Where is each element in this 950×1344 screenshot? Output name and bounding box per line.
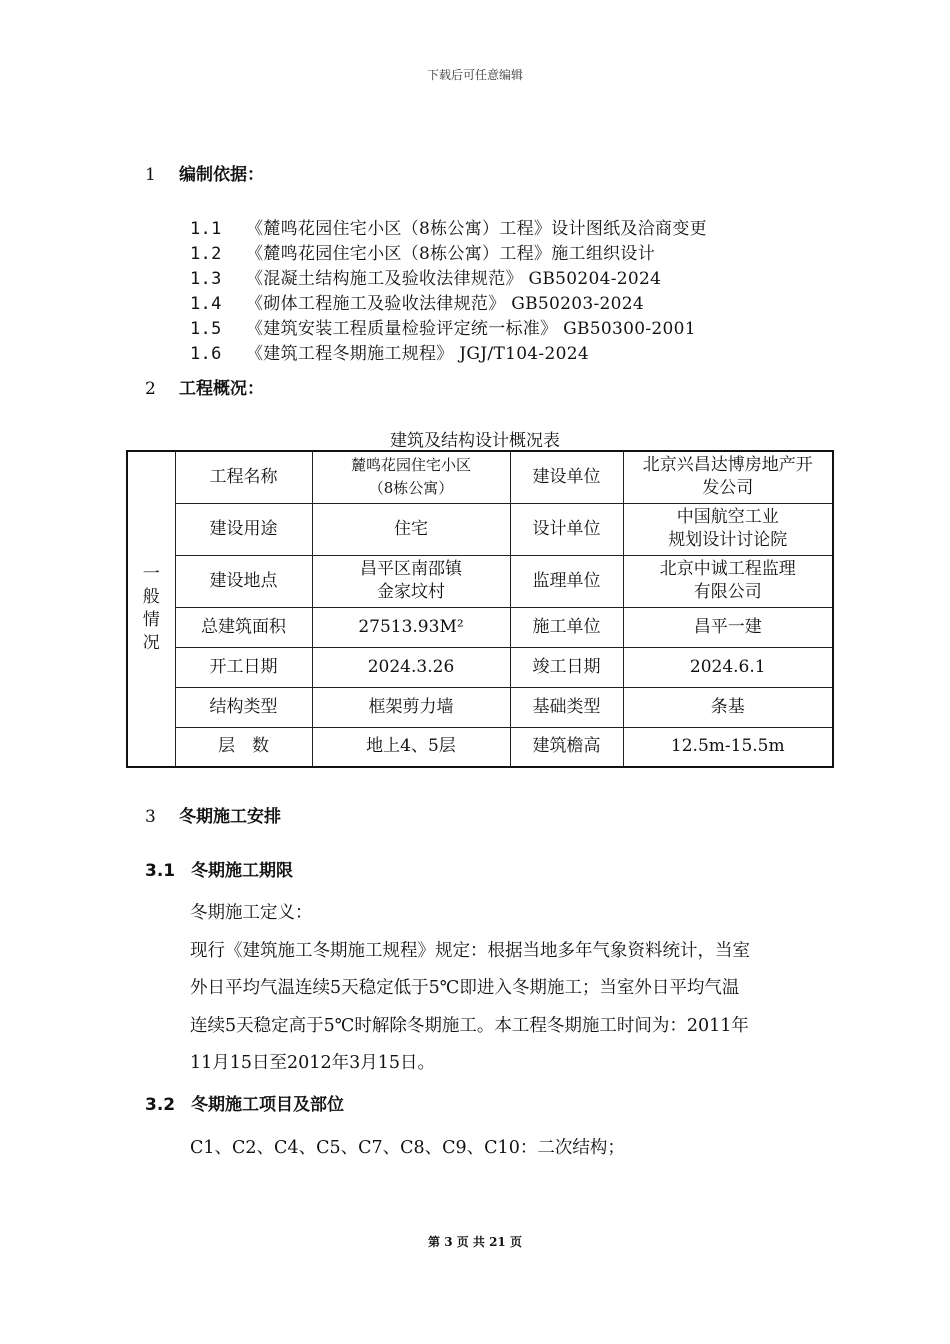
side-label-char: 般 bbox=[142, 587, 160, 607]
field-value bbox=[312, 451, 510, 503]
paragraph-line: 11月15日至2012年3月15日。 bbox=[190, 1053, 435, 1073]
field-label: 工程名称 bbox=[175, 451, 312, 503]
field-label: 层 数 bbox=[175, 727, 312, 767]
field-label: 总建筑面积 bbox=[175, 607, 312, 647]
field-value bbox=[623, 503, 833, 555]
field-value: 住宅 bbox=[312, 503, 510, 555]
section-title: 工程概况： bbox=[179, 379, 264, 399]
reference-text: 《砌体工程施工及验收法律规范》 GB50203-2024 bbox=[246, 294, 644, 314]
side-label-char: 况 bbox=[142, 633, 160, 653]
reference-text: 《建筑工程冬期施工规程》 JGJ/T104-2024 bbox=[246, 344, 589, 364]
field-value bbox=[623, 451, 833, 503]
reference-item bbox=[190, 214, 707, 239]
reference-item bbox=[190, 239, 707, 264]
value-line: 北京兴昌达博房地产开 bbox=[642, 455, 813, 476]
section-title: 编制依据： bbox=[179, 165, 264, 185]
reference-number: 1.3 bbox=[190, 269, 222, 289]
subsection-3-2-heading bbox=[145, 1090, 344, 1115]
section-title: 冬期施工安排 bbox=[179, 807, 281, 827]
value-line: 北京中诚工程监理 bbox=[659, 559, 796, 579]
subsection-title: 冬期施工期限 bbox=[191, 861, 293, 881]
subsection-3-1-heading bbox=[145, 856, 293, 881]
subsection-title: 冬期施工项目及部位 bbox=[191, 1095, 344, 1115]
value-line: 有限公司 bbox=[693, 582, 762, 602]
field-label: 建设单位 bbox=[510, 451, 623, 503]
section-number: 1 bbox=[145, 165, 156, 185]
paragraph-line: 现行《建筑施工冬期施工规程》规定：根据当地多年气象资料统计，当室 bbox=[190, 940, 750, 961]
field-value bbox=[623, 555, 833, 607]
reference-number: 1.4 bbox=[190, 294, 222, 314]
table-row bbox=[127, 451, 833, 503]
table-row bbox=[127, 647, 833, 687]
side-label bbox=[127, 451, 175, 767]
value-line: 规划设计讨论院 bbox=[668, 530, 788, 550]
value-line: 昌平区南邵镇 bbox=[360, 559, 462, 579]
reference-number: 1.1 bbox=[190, 219, 222, 239]
table-row bbox=[127, 687, 833, 727]
field-value bbox=[312, 555, 510, 607]
field-value: 12.5m-15.5m bbox=[623, 727, 833, 767]
reference-list bbox=[190, 214, 707, 364]
field-label: 监理单位 bbox=[510, 555, 623, 607]
section-3-heading bbox=[145, 802, 281, 827]
value-line: 中国航空工业 bbox=[676, 507, 779, 527]
value-line: （8栋公寓） bbox=[368, 479, 454, 498]
reference-text: 《混凝土结构施工及验收法律规范》 GB50204-2024 bbox=[246, 269, 662, 289]
reference-item bbox=[190, 289, 707, 314]
table-row bbox=[127, 727, 833, 767]
reference-text: 《建筑安装工程质量检验评定统一标准》 GB50300-2001 bbox=[246, 319, 696, 339]
field-label: 建设地点 bbox=[175, 555, 312, 607]
winter-definition bbox=[190, 895, 830, 1083]
field-label: 开工日期 bbox=[175, 647, 312, 687]
side-label-char: 一 bbox=[142, 564, 160, 584]
reference-number: 1.2 bbox=[190, 244, 222, 264]
winter-items-line: C1、C2、C4、C5、C7、C8、C9、C10：二次结构； bbox=[190, 1138, 625, 1158]
paragraph-line: 连续5天稳定高于5℃时解除冬期施工。本工程冬期施工时间为：2011年 bbox=[190, 1015, 749, 1036]
section-number: 2 bbox=[145, 379, 156, 399]
subsection-number: 3.1 bbox=[145, 861, 176, 881]
reference-item bbox=[190, 339, 707, 364]
page-footer: 第 3 页 共 21 页 bbox=[428, 1235, 522, 1249]
paragraph-line: 外日平均气温连续5天稳定低于5℃即进入冬期施工；当室外日平均气温 bbox=[190, 978, 740, 998]
table-caption: 建筑及结构设计概况表 bbox=[390, 431, 560, 451]
table-row bbox=[127, 555, 833, 607]
reference-text: 《麓鸣花园住宅小区（8栋公寓）工程》设计图纸及洽商变更 bbox=[246, 219, 707, 239]
table-row bbox=[127, 607, 833, 647]
definition-label: 冬期施工定义： bbox=[190, 903, 313, 923]
value-line: 麓鸣花园住宅小区 bbox=[350, 456, 471, 475]
reference-item bbox=[190, 314, 707, 339]
section-2-heading bbox=[145, 374, 264, 399]
field-label: 施工单位 bbox=[510, 607, 623, 647]
project-overview-table bbox=[126, 450, 834, 768]
field-label: 建设用途 bbox=[175, 503, 312, 555]
field-value: 27513.93M² bbox=[312, 607, 510, 647]
field-value: 地上4、5层 bbox=[312, 727, 510, 767]
side-label-char: 情 bbox=[142, 610, 160, 630]
value-line: 发公司 bbox=[702, 478, 754, 499]
reference-number: 1.6 bbox=[190, 344, 222, 364]
value-line: 金家坟村 bbox=[377, 582, 445, 602]
header-note: 下载后可任意编辑 bbox=[426, 68, 523, 82]
section-1-heading bbox=[145, 160, 264, 185]
field-value: 框架剪力墙 bbox=[312, 687, 510, 727]
field-label: 基础类型 bbox=[510, 687, 623, 727]
field-value: 昌平一建 bbox=[623, 607, 833, 647]
reference-number: 1.5 bbox=[190, 319, 222, 339]
field-label: 结构类型 bbox=[175, 687, 312, 727]
subsection-number: 3.2 bbox=[145, 1095, 176, 1115]
reference-text: 《麓鸣花园住宅小区（8栋公寓）工程》施工组织设计 bbox=[246, 244, 656, 264]
reference-item bbox=[190, 264, 707, 289]
field-label: 建筑檐高 bbox=[510, 727, 623, 767]
field-label: 设计单位 bbox=[510, 503, 623, 555]
field-value: 条基 bbox=[623, 687, 833, 727]
section-number: 3 bbox=[145, 807, 156, 827]
field-value: 2024.6.1 bbox=[623, 647, 833, 687]
field-label: 竣工日期 bbox=[510, 647, 623, 687]
table-row bbox=[127, 503, 833, 555]
field-value: 2024.3.26 bbox=[312, 647, 510, 687]
